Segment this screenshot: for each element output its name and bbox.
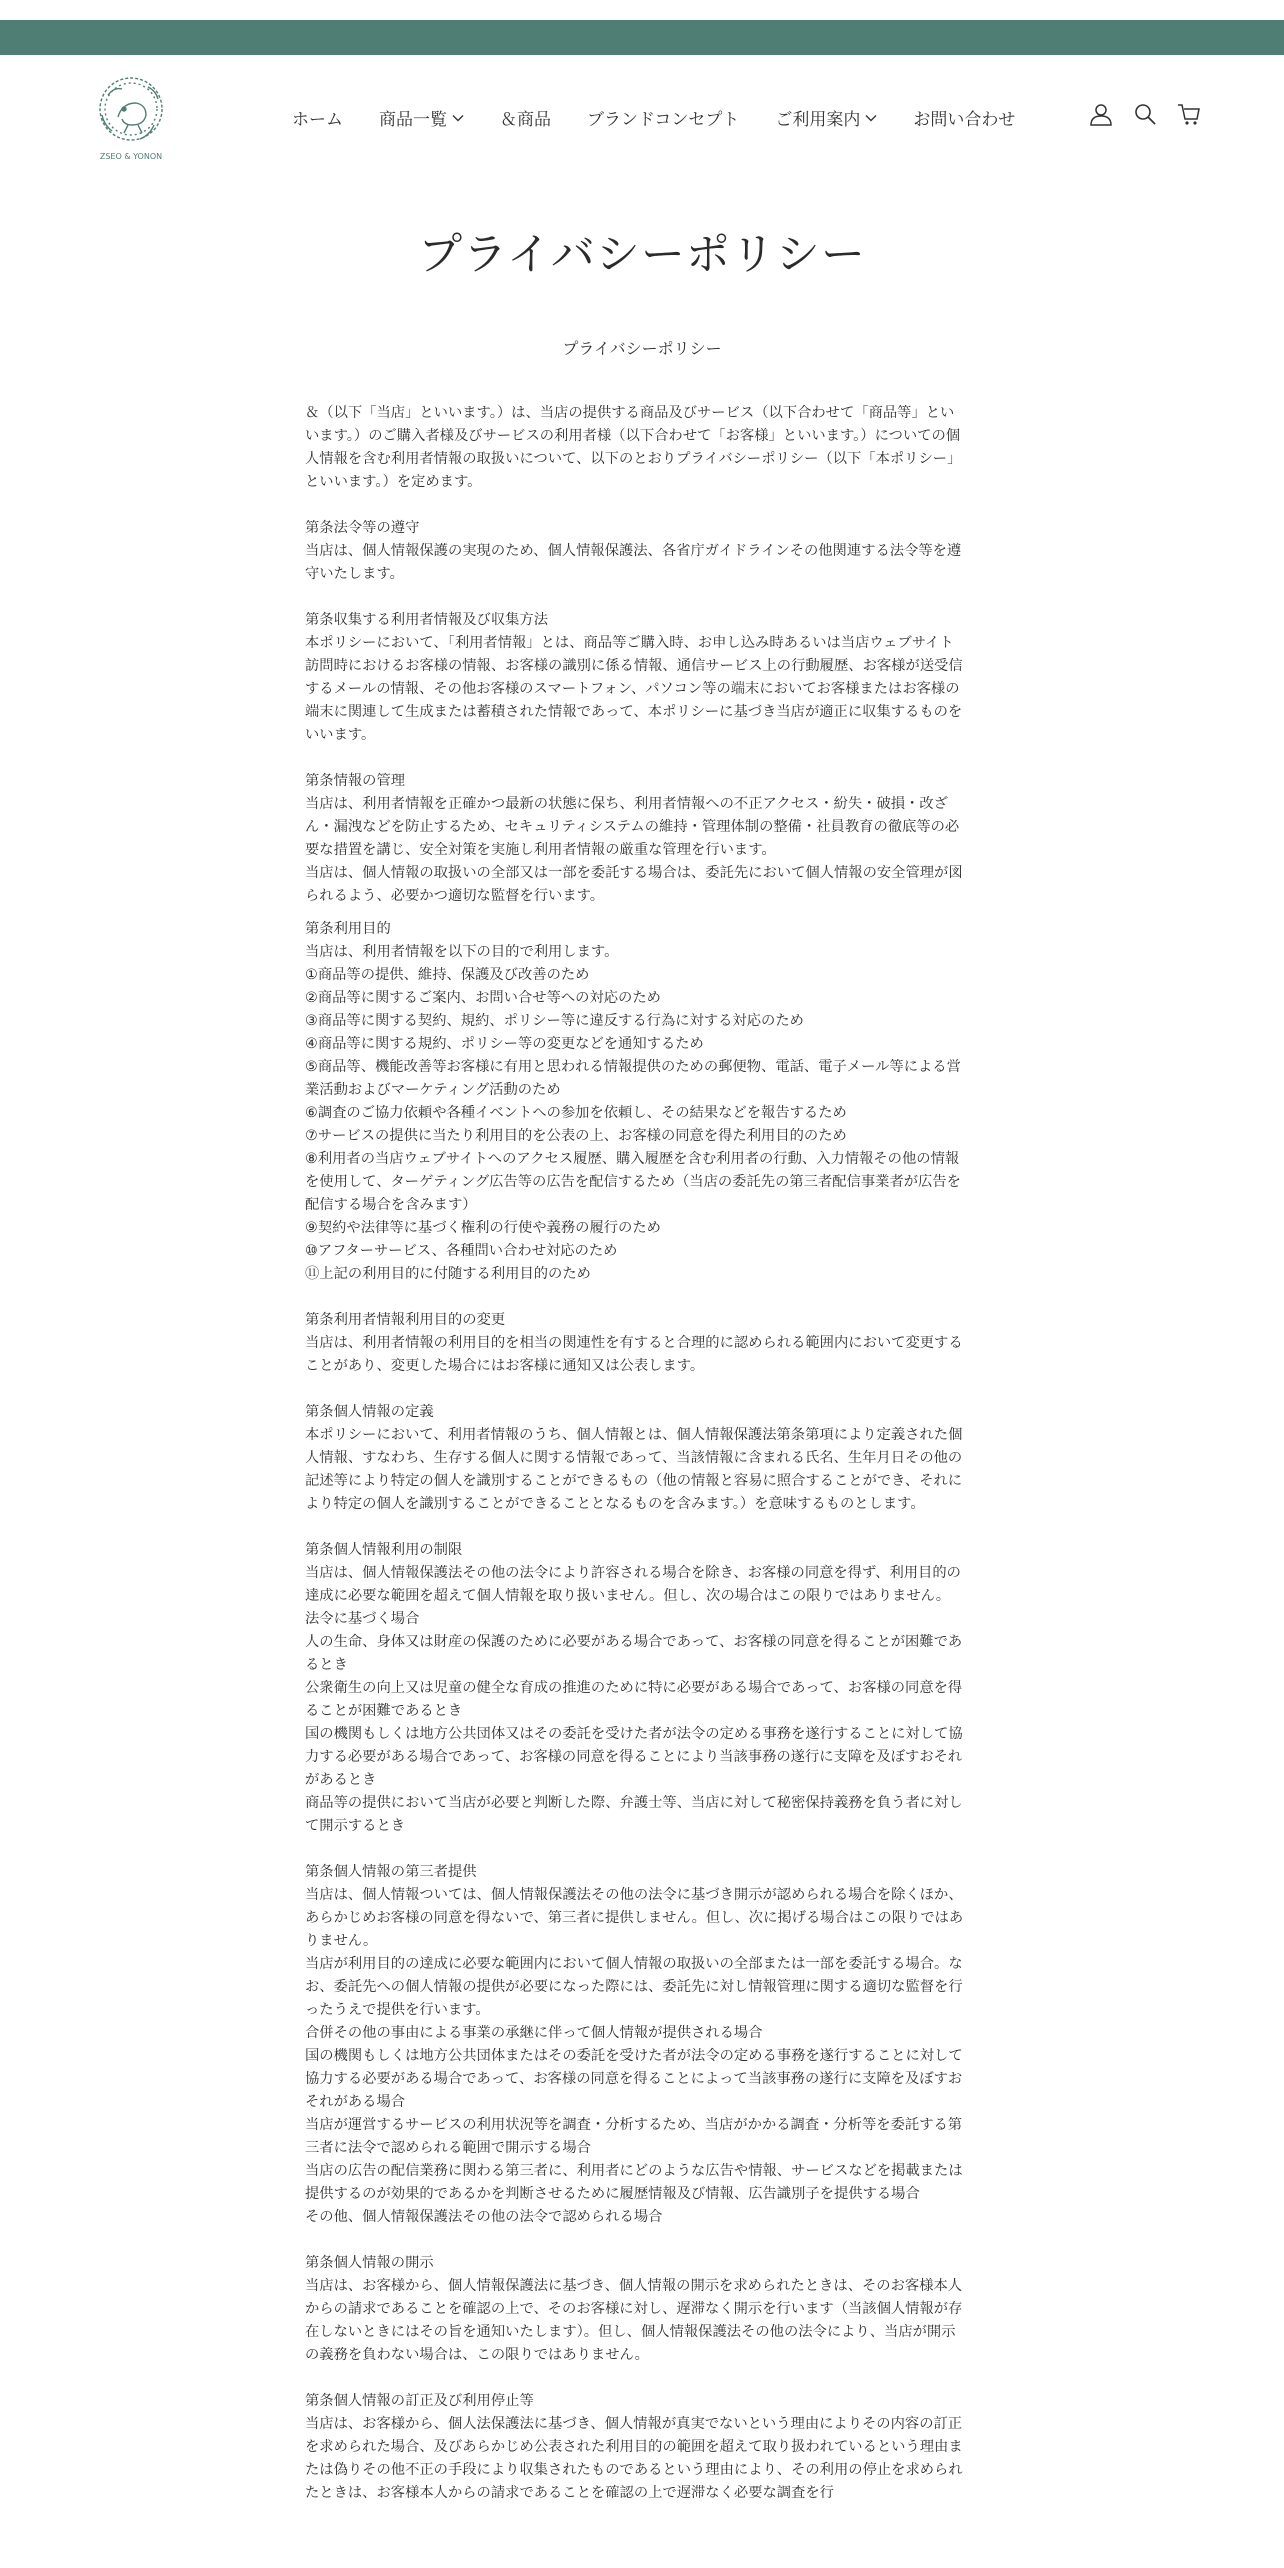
list-item: ②商品等に関するご案内、お問い合せ等への対応のため	[305, 990, 661, 1006]
nav-and-products[interactable]	[500, 105, 551, 130]
list-item: 当店の広告の配信業務に関わる第三者に、利用者にどのような広告や情報、サービスなどを掲載または提供するのが効果的であるかを判断させるために履歴情報及び情報、広告識別子を提供する場合	[305, 2163, 963, 2202]
list-item: ④商品等に関する規約、ポリシー等の変更などを通知するため	[305, 1036, 704, 1052]
section-text: 本ポリシーにおいて、利用者情報のうち、個人情報とは、個人情報保護法第条第項により定義された個人情報、すなわち、生存する個人に関する情報であって、当該情報に含まれる氏名、生年月日その他の記述等により特定の個人を識別することができるもの（他の情報と容易に照合することができ、それにより特定の個人を識別することができることとなるものを含みます。）を意味するものとします。	[305, 1427, 963, 1512]
policy-section	[305, 918, 967, 1286]
chevron-down-icon	[865, 114, 877, 122]
list-item: 商品等の提供において当店が必要と判断した際、弁護士等、当店に対して秘密保持義務を負う者に対して開示するとき	[305, 1795, 963, 1834]
list-item: ③商品等に関する契約、規約、ポリシー等に違反する行為に対する対応のため	[305, 1013, 804, 1029]
policy-intro: ＆（以下「当店」といいます。）は、当店の提供する商品及びサービス（以下合わせて「商品等」といいます。）のご購入者様及びサービスの利用者様（以下合わせて「お客様」といいます。）についての個人情報を含む利用者情報の取扱いについて、以下のとおりプライバシーポリシー（以下「本ポリシー」といいます。）を定めます。	[305, 405, 962, 490]
section-heading: 第条法令等の遵守	[305, 520, 420, 536]
nav-contact-label: お問い合わせ	[913, 110, 1016, 130]
section-text: 当店は、個人情報ついては、個人情報保護法その他の法令に基づき開示が認められる場合を除くほか、あらかじめお客様の同意を得ないで、第三者に提供しません。但し、次に掲げる場合はこの限りではありません。	[305, 1887, 964, 1949]
policy-section	[305, 609, 967, 747]
section-text: 当店は、お客様から、個人法保護法に基づき、個人情報が真実でないという理由によりその内容の訂正を求められた場合、及びあらかじめ公表された利用目的の範囲を超えて取り扱われているという理由または偽りその他不正の手段により収集されたものであるという理由により、その利用の停止を求められたときは、お客様本人からの請求であることを確認の上で遅滞なく必要な調査を行	[305, 2416, 963, 2501]
policy-intro-block	[305, 402, 967, 494]
list-item: 当店が利用目的の達成に必要な範囲内において個人情報の取扱いの全部または一部を委託する場合。なお、委託先への個人情報の提供が必要になった際には、委託先に対し情報管理に関する適切な監督を行ったうえで提供を行います。	[305, 1956, 963, 2018]
nav-and-products-label: ＆商品	[500, 110, 551, 130]
list-item: ①商品等の提供、維持、保護及び改善のため	[305, 967, 590, 983]
policy-section	[305, 517, 967, 586]
section-heading: 第条個人情報の第三者提供	[305, 1864, 477, 1880]
list-item: 人の生命、身体又は財産の保護のために必要がある場合であって、お客様の同意を得ることが困難であるとき	[305, 1634, 963, 1673]
list-item: 国の機関もしくは地方公共団体又はその委託を受けた者が法令の定める事務を遂行することに対して協力する必要がある場合であって、お客様の同意を得ることにより当該事務の遂行に支障を及ぼすおそれがあるとき	[305, 1726, 963, 1788]
policy-section	[305, 1539, 967, 1838]
nav-products[interactable]	[379, 105, 464, 130]
section-text: 当店は、個人情報保護の実現のため、個人情報保護法、各省庁ガイドラインその他関連する法令等を遵守いたします。	[305, 543, 962, 582]
list-item: 合併その他の事由による事業の承継に伴って個人情報が提供される場合	[305, 2025, 763, 2041]
list-item: 公衆衛生の向上又は児童の健全な育成の推進のために特に必要がある場合であって、お客様の同意を得ることが困難であるとき	[305, 1680, 963, 1719]
list-item: ⑧利用者の当店ウェブサイトへのアクセス履歴、購入履歴を含む利用者の行動、入力情報その他の情報を使用して、ターゲティング広告等の広告を配信するため（当店の委託先の第三者配信事業者が広告を配信する場合を含みます）	[305, 1151, 961, 1213]
list-item: ⑥調査のご協力依頼や各種イベントへの参加を依頼し、その結果などを報告するため	[305, 1105, 847, 1121]
nav-contact[interactable]	[913, 105, 1015, 130]
svg-text:ZSEO & YONON: ZSEO & YONON	[99, 152, 163, 161]
main-nav	[292, 105, 1015, 130]
section-text: 当店は、利用者情報を正確かつ最新の状態に保ち、利用者情報への不正アクセス・紛失・破損・改ざん・漏洩などを防止するため、セキュリティシステムの維持・管理体制の整備・社員教育の徹底等の必要な措置を講じ、安全対策を実施し利用者情報の厳重な管理を行います。	[305, 796, 960, 858]
policy-section	[305, 1401, 967, 1516]
list-item: ⑤商品等、機能改善等お客様に有用と思われる情報提供のための郵便物、電話、電子メール等による営業活動およびマーケティング活動のため	[305, 1059, 961, 1098]
nav-home-label: ホーム	[292, 110, 343, 130]
nav-brand-concept-label: ブランドコンセプト	[587, 110, 740, 130]
list-item: その他、個人情報保護法その他の法令で認められる場合	[305, 2209, 663, 2225]
nav-home[interactable]	[292, 105, 343, 130]
list-item: ⑦サービスの提供に当たり利用目的を公表の上、お客様の同意を得た利用目的のため	[305, 1128, 847, 1144]
policy-section	[305, 1861, 967, 2229]
header-icons	[1070, 101, 1202, 127]
list-item: ⑪上記の利用目的に付随する利用目的のため	[305, 1266, 591, 1282]
list-item: ⑩アフターサービス、各種問い合わせ対応のため	[305, 1243, 618, 1259]
policy-section	[305, 770, 967, 908]
page-subtitle: プライバシーポリシー	[562, 339, 722, 358]
brand-logo[interactable]	[88, 69, 174, 165]
section-text: 当店は、個人情報の取扱いの全部又は一部を委託する場合は、委託先において個人情報の安全管理が図られるよう、必要かつ適切な監督を行います。	[305, 865, 963, 904]
section-heading: 第条利用目的	[305, 921, 391, 937]
policy-section	[305, 2252, 967, 2367]
policy-section	[305, 2390, 967, 2505]
section-heading: 第条個人情報の開示	[305, 2255, 434, 2271]
site-header	[0, 55, 1284, 175]
section-text: 当店は、お客様から、個人情報保護法に基づき、個人情報の開示を求められたときは、そのお客様本人からの請求であることを確認の上で、そのお客様に対し、遅滞なく開示を行います（当該個人情報が存在しないときにはその旨を通知いたします）。但し、個人情報保護法その他の法令により、当店が開示の義務を負わない場合は、この限りではありません。	[305, 2278, 963, 2363]
section-heading: 第条利用者情報利用目的の変更	[305, 1312, 506, 1328]
nav-guide-label: ご利用案内	[775, 110, 861, 130]
nav-guide[interactable]	[775, 105, 877, 130]
section-heading: 第条情報の管理	[305, 773, 406, 789]
section-text: 当店は、利用者情報を以下の目的で利用します。	[305, 944, 619, 960]
section-heading: 第条個人情報の定義	[305, 1404, 434, 1420]
search-icon[interactable]	[1132, 101, 1158, 127]
section-heading: 第条個人情報の訂正及び利用停止等	[305, 2393, 534, 2409]
nav-products-label: 商品一覧	[379, 110, 447, 130]
list-item: ⑨契約や法律等に基づく権利の行使や義務の履行のため	[305, 1220, 661, 1236]
section-heading: 第条収集する利用者情報及び収集方法	[305, 612, 549, 628]
logo-wreath-icon	[88, 69, 174, 165]
section-heading: 第条個人情報利用の制限	[305, 1542, 463, 1558]
policy-content	[305, 402, 967, 2528]
nav-brand-concept[interactable]	[587, 105, 739, 130]
list-item: 法令に基づく場合	[305, 1611, 420, 1627]
account-icon[interactable]	[1088, 101, 1114, 127]
policy-section	[305, 1309, 967, 1378]
list-item: 当店が運営するサービスの利用状況等を調査・分析するため、当店がかかる調査・分析等を委託する第三者に法令で認められる範囲で開示する場合	[305, 2117, 963, 2156]
chevron-down-icon	[452, 114, 464, 122]
announcement-bar	[0, 20, 1284, 55]
page-title: プライバシーポリシー	[418, 229, 866, 280]
section-text: 当店は、個人情報保護法その他の法令により許容される場合を除き、お客様の同意を得ず、利用目的の達成に必要な範囲を超えて個人情報を取り扱いません。但し、次の場合はこの限りではありません。	[305, 1565, 961, 1604]
list-item: 国の機関もしくは地方公共団体またはその委託を受けた者が法令の定める事務を遂行することに対して協力する必要がある場合であって、お客様の同意を得ることによって当該事務の遂行に支障を及ぼすおそれがある場合	[305, 2048, 963, 2110]
cart-icon[interactable]	[1176, 101, 1202, 127]
section-text: 当店は、利用者情報の利用目的を相当の関連性を有すると合理的に認められる範囲内において変更することがあり、変更した場合にはお客様に通知又は公表します。	[305, 1335, 963, 1374]
section-text: 本ポリシーにおいて、「利用者情報」とは、商品等ご購入時、お申し込み時あるいは当店ウェブサイト訪問時におけるお客様の情報、お客様の識別に係る情報、通信サービス上の行動履歴、お客様が送受信するメールの情報、その他お客様のスマートフォン、パソコン等の端末においてお客様またはお客様の端末に関連して生成または蓄積された情報であって、本ポリシーに基づき当店が適正に収集するものをいいます。	[305, 635, 963, 743]
